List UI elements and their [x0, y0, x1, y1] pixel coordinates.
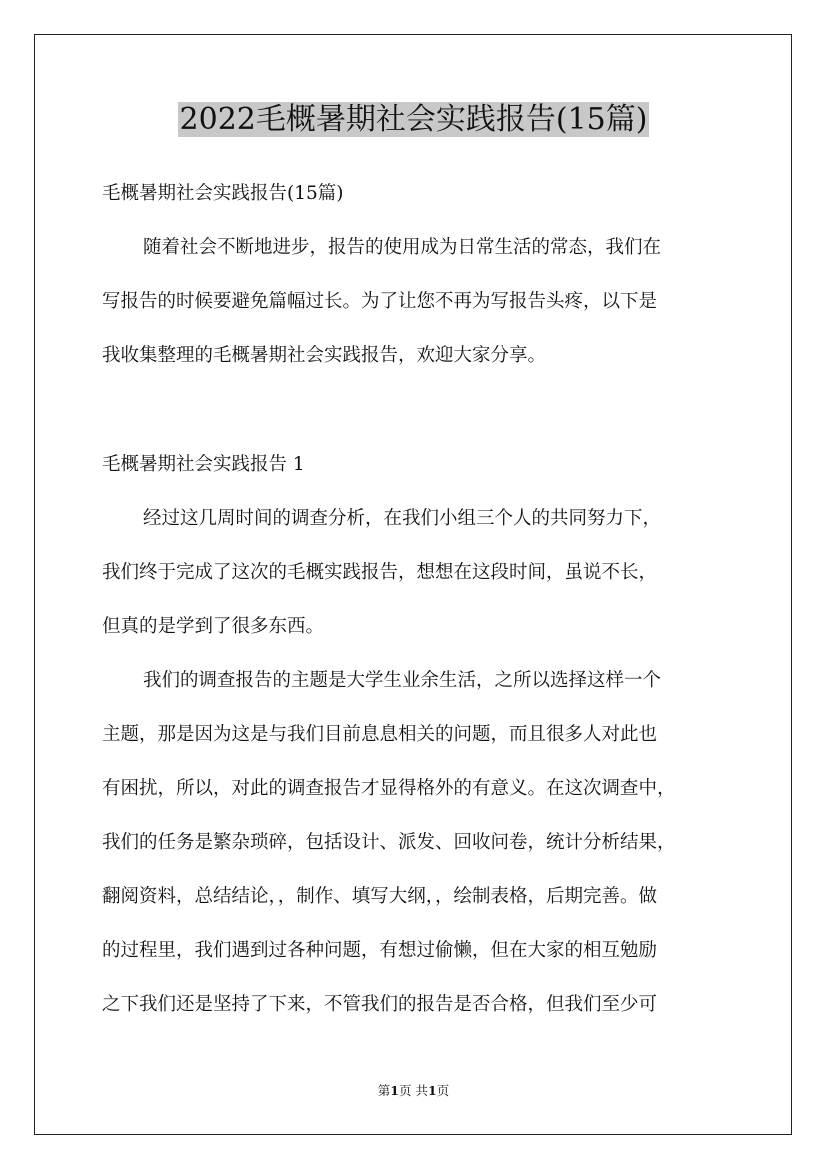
document-subtitle: 毛概暑期社会实践报告(15篇) — [102, 183, 344, 204]
paragraph-line: 有困扰，所以，对此的调查报告才显得格外的有意义。在这次调查中， — [102, 778, 676, 799]
section-heading: 毛概暑期社会实践报告 1 — [102, 454, 305, 475]
footer-prefix: 第 — [377, 1083, 391, 1098]
footer-page-number: 1 — [390, 1083, 399, 1098]
paragraph-line: 我们的任务是繁杂琐碎，包括设计、派发、回收问卷，统计分析结果， — [102, 832, 676, 853]
paragraph-line: 但真的是学到了很多东西。 — [102, 616, 325, 637]
footer-mid: 页 共 — [399, 1083, 428, 1098]
intro-line: 我收集整理的毛概暑期社会实践报告，欢迎大家分享。 — [102, 345, 547, 366]
paragraph-line: 翻阅资料，总结结论，，制作、填写大纲，，绘制表格，后期完善。做 — [102, 886, 658, 907]
paragraph-line: 经过这几周时间的调查分析，在我们小组三个人的共同努力下， — [143, 508, 662, 529]
page-footer — [0, 1082, 827, 1100]
intro-line: 写报告的时候要避免篇幅过长。为了让您不再为写报告头疼，以下是 — [102, 291, 658, 312]
paragraph-line: 的过程里，我们遇到过各种问题，有想过偷懒，但在大家的相互勉励 — [102, 940, 658, 961]
footer-suffix: 页 — [436, 1083, 450, 1098]
intro-line: 随着社会不断地进步，报告的使用成为日常生活的常态，我们在 — [143, 237, 662, 258]
footer-page-total: 1 — [427, 1083, 437, 1098]
document-title-text: 2022毛概暑期社会实践报告(15篇) — [179, 102, 648, 137]
document-title — [0, 98, 827, 142]
paragraph-line: 我们的调查报告的主题是大学生业余生活，之所以选择这样一个 — [143, 670, 662, 691]
paragraph-line: 主题，那是因为这是与我们目前息息相关的问题，而且很多人对此也 — [102, 724, 658, 745]
paragraph-line: 之下我们还是坚持了下来，不管我们的报告是否合格，但我们至少可 — [102, 994, 658, 1015]
paragraph-line: 我们终于完成了这次的毛概实践报告，想想在这段时间，虽说不长， — [102, 562, 658, 583]
